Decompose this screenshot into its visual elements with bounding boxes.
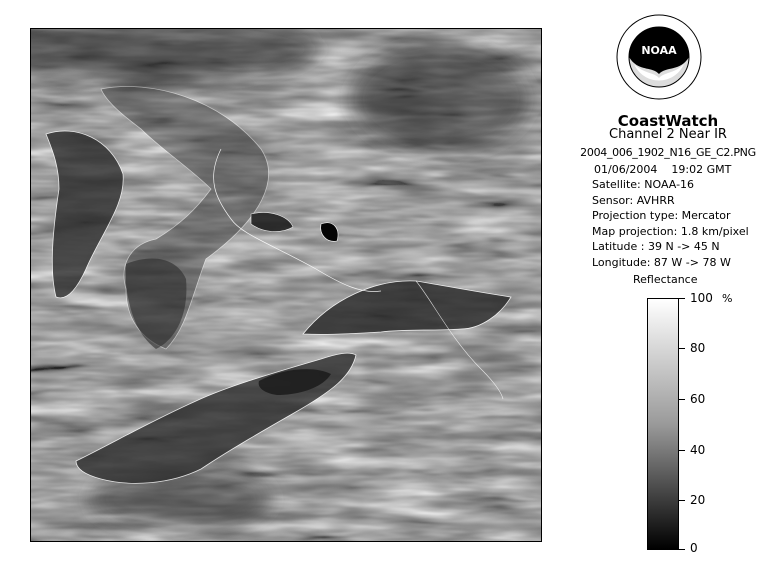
file-name: 2004_006_1902_N16_GE_C2.PNG (580, 146, 756, 159)
projection-type: Projection type: Mercator (592, 209, 731, 222)
tick-mark (679, 399, 685, 400)
satellite-label: Satellite: NOAA-16 (592, 178, 695, 191)
tick-mark (679, 500, 685, 501)
tick-label: 20 (690, 493, 706, 507)
map-projection: Map projection: 1.8 km/pixel (592, 225, 749, 238)
color-bar (647, 298, 679, 550)
longitude-range: Longitude: 87 W -> 78 W (592, 256, 731, 269)
channel-label: Channel 2 Near IR (609, 127, 727, 142)
product-title: CoastWatch (617, 112, 719, 130)
time-value: 19:02 GMT (671, 163, 732, 176)
sensor-label: Sensor: AVHRR (592, 194, 675, 207)
tick-label: 100 (690, 291, 713, 305)
legend-title: Reflectance (633, 273, 698, 286)
tick-mark (679, 549, 685, 550)
tick-mark (679, 450, 685, 451)
date-time (594, 163, 731, 176)
tick-label: 80 (690, 341, 706, 355)
latitude-range: Latitude : 39 N -> 45 N (592, 240, 720, 253)
legend-unit: % (722, 292, 733, 305)
tick-label: 60 (690, 392, 706, 406)
tick-label: 40 (690, 443, 706, 457)
date-value: 01/06/2004 (594, 163, 658, 176)
tick-label: 0 (690, 541, 698, 555)
tick-mark (679, 348, 685, 349)
tick-mark (679, 298, 685, 299)
noaa-logo (616, 14, 702, 100)
logo-text: NOAA (641, 44, 677, 57)
satellite-image (30, 28, 542, 542)
